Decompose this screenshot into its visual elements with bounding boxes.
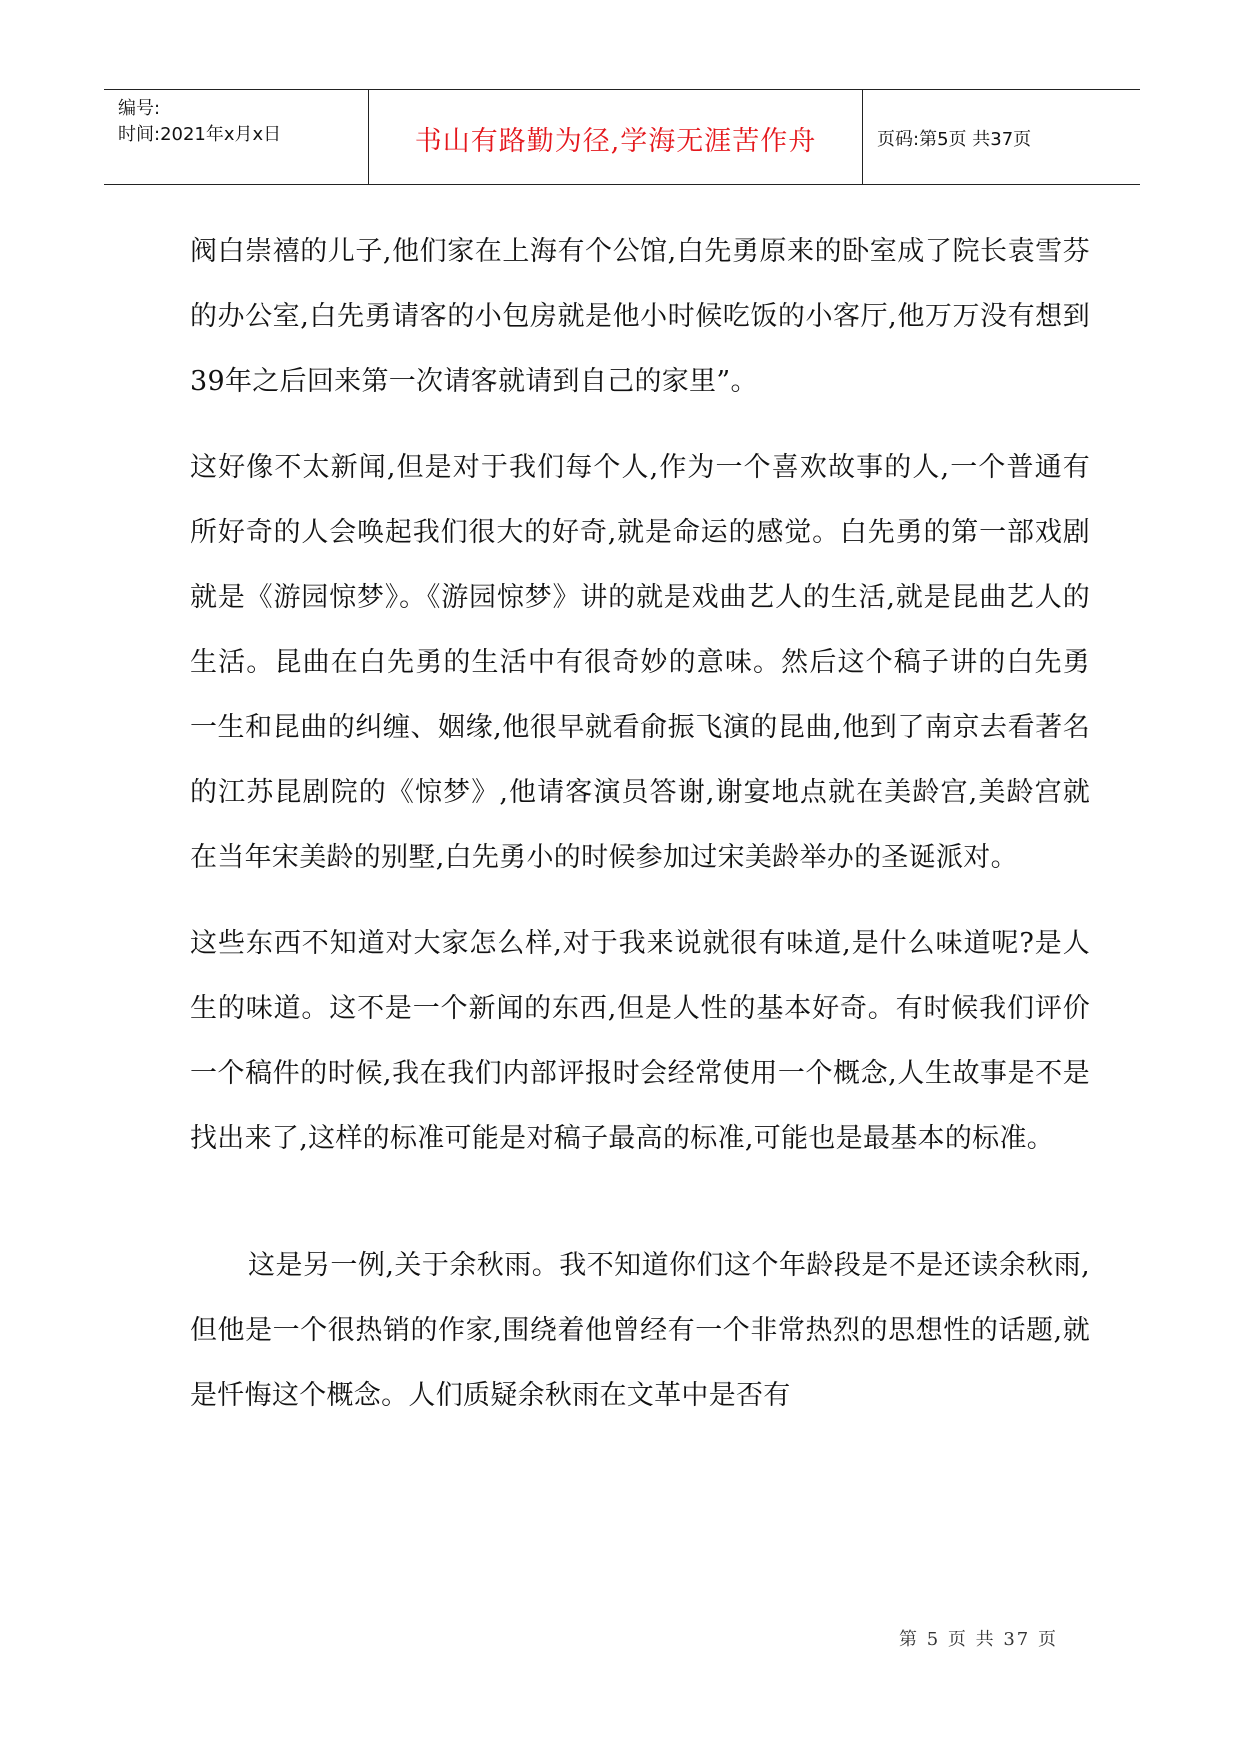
paragraph-2: 这好像不太新闻,但是对于我们每个人,作为一个喜欢故事的人,一个普通有所好奇的人会唤起我们很大的好奇,就是命运的感觉。白先勇的第一部戏剧就是《游园惊梦》。《游园惊梦》讲的就是戏曲艺人的生活,就是昆曲艺人的生活。昆曲在白先勇的生活中有很奇妙的意味。然后这个稿子讲的白先勇一生和昆曲的纠缠、姻缘,他很早就看俞振飞演的昆曲,他到了南京去看著名的江苏昆剧院的《惊梦》,他请客演员答谢,谢宴地点就在美龄宫,美龄宫就在当年宋美龄的别墅,白先勇小的时候参加过宋美龄举办的圣诞派对。 (190, 452, 1090, 873)
paragraph-3: 这些东西不知道对大家怎么样,对于我来说就很有味道,是什么味道呢?是人生的味道。这不是一个新闻的东西,但是人性的基本好奇。有时候我们评价一个稿件的时候,我在我们内部评报时会经常使用一个概念,人生故事是不是找出来了,这样的标准可能是对稿子最高的标准,可能也是最基本的标准。 (190, 928, 1090, 1154)
header-page-info: 页码:第5页 共37页 (877, 129, 1032, 150)
header-meta-cell (104, 90, 367, 184)
paragraph-4: 这是另一例,关于余秋雨。我不知道你们这个年龄段是不是还读余秋雨,但他是一个很热销的作家,围绕着他曾经有一个非常热烈的思想性的话题,就是忏悔这个概念。人们质疑余秋雨在文革中是否有 (190, 1250, 1090, 1411)
date-label: 时间:2021年x月x日 (118, 124, 282, 145)
page-header (104, 89, 1140, 185)
header-motto-cell (368, 90, 863, 184)
document-body (190, 219, 1090, 1428)
paragraph-1: 阀白崇禧的儿子,他们家在上海有个公馆,白先勇原来的卧室成了院长袁雪芬的办公室,白先勇请客的小包房就是他小时候吃饭的小客厅,他万万没有想到39年之后回来第一次请客就请到自己的家里”。 (190, 236, 1090, 397)
motto-text: 书山有路勤为径,学海无涯苦作舟 (414, 126, 817, 157)
serial-number-label: 编号: (118, 98, 161, 119)
page-footer: 第 5 页 共 37 页 (899, 1629, 1058, 1650)
header-page-cell (863, 90, 1140, 184)
